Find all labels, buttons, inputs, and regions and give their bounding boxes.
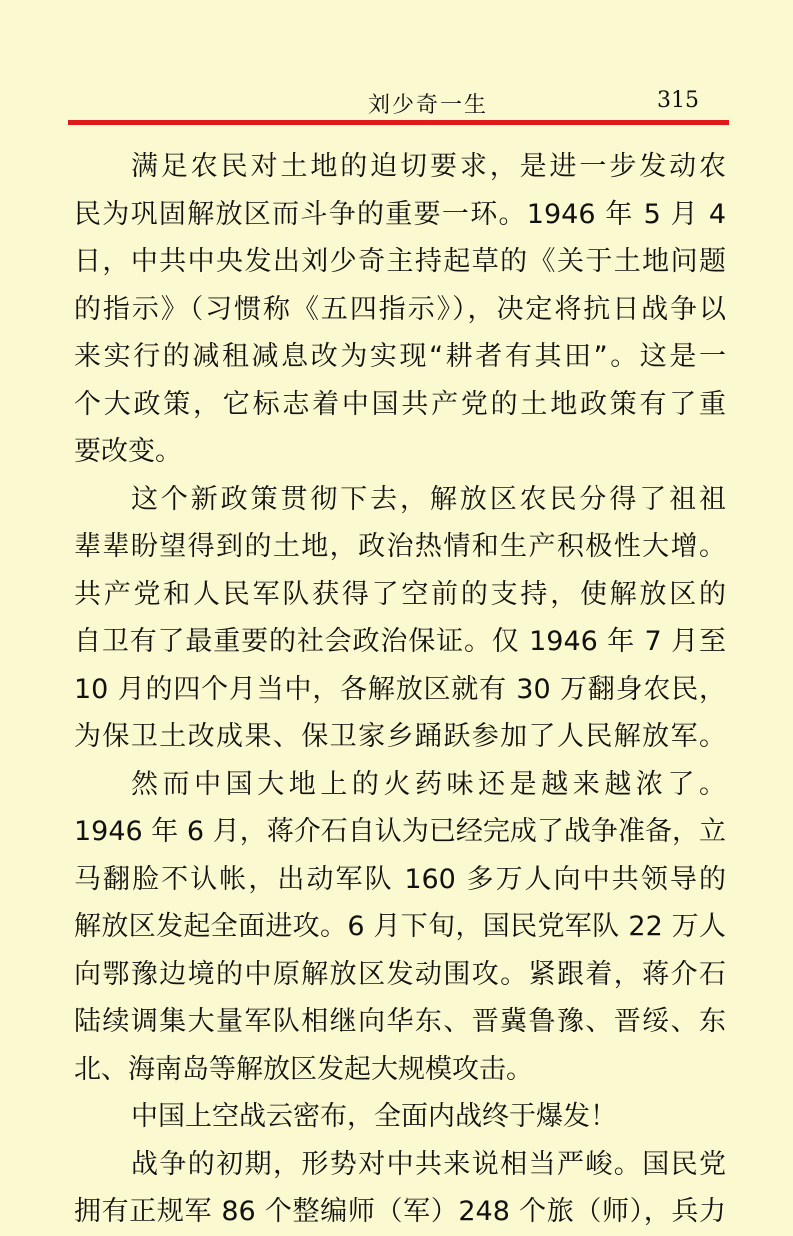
text-line: 战争的初期，形势对中共来说相当严峻。国民党 xyxy=(131,1148,726,1180)
text-line: 陆续调集大量军队相继向华东、晋冀鲁豫、晋绥、东 xyxy=(74,1006,726,1037)
header-divider xyxy=(68,120,729,125)
page-number: 315 xyxy=(657,88,699,113)
text-line: 共产党和人民军队获得了空前的支持，使解放区的 xyxy=(74,578,726,610)
text-line: 个大政策，它标志着中国共产党的土地政策有了重 xyxy=(74,388,726,420)
text-line: 的指示》（习惯称《五四指示》），决定将抗日战争以 xyxy=(74,293,726,325)
page-header xyxy=(68,82,729,122)
text-line: 为保卫土改成果、保卫家乡踊跃参加了人民解放军。 xyxy=(74,721,726,752)
text-line: 要改变。 xyxy=(74,436,182,467)
text-line: 自卫有了最重要的社会政治保证。仅 1946 年 7 月至 xyxy=(74,626,726,657)
text-line: 10 月的四个月当中，各解放区就有 30 万翻身农民， xyxy=(74,673,726,705)
text-line: 辈辈盼望得到的土地，政治热情和生产积极性大增。 xyxy=(74,531,726,562)
text-line: 来实行的减租减息改为实现“耕者有其田”。这是一 xyxy=(74,341,726,372)
text-line: 1946 年 6 月，蒋介石自认为已经完成了战争准备，立 xyxy=(74,816,726,847)
text-line: 这个新政策贯彻下去，解放区农民分得了祖祖 xyxy=(131,483,726,515)
text-line: 解放区发起全面进攻。6 月下旬，国民党军队 22 万人 xyxy=(74,911,726,942)
running-header-title: 刘少奇一生 xyxy=(368,93,489,118)
text-line: 满足农民对土地的迫切要求，是进一步发动农 xyxy=(131,151,726,182)
text-line: 北、海南岛等解放区发起大规模攻击。 xyxy=(74,1053,533,1085)
body-text xyxy=(74,143,726,1236)
text-line: 拥有正规军 86 个整编师（军）248 个旅（师），兵力 xyxy=(74,1196,726,1227)
text-line: 马翻脸不认帐，出动军队 160 多万人向中共领导的 xyxy=(74,863,726,895)
text-line: 中国上空战云密布，全面内战终于爆发！ xyxy=(131,1101,617,1132)
text-line: 向鄂豫边境的中原解放区发动围攻。紧跟着，蒋介石 xyxy=(74,958,726,990)
text-line: 然而中国大地上的火药味还是越来越浓了。 xyxy=(131,768,726,800)
text-line: 民为巩固解放区而斗争的重要一环。1946 年 5 月 4 xyxy=(74,198,726,230)
text-line: 日，中共中央发出刘少奇主持起草的《关于土地问题 xyxy=(74,246,726,277)
